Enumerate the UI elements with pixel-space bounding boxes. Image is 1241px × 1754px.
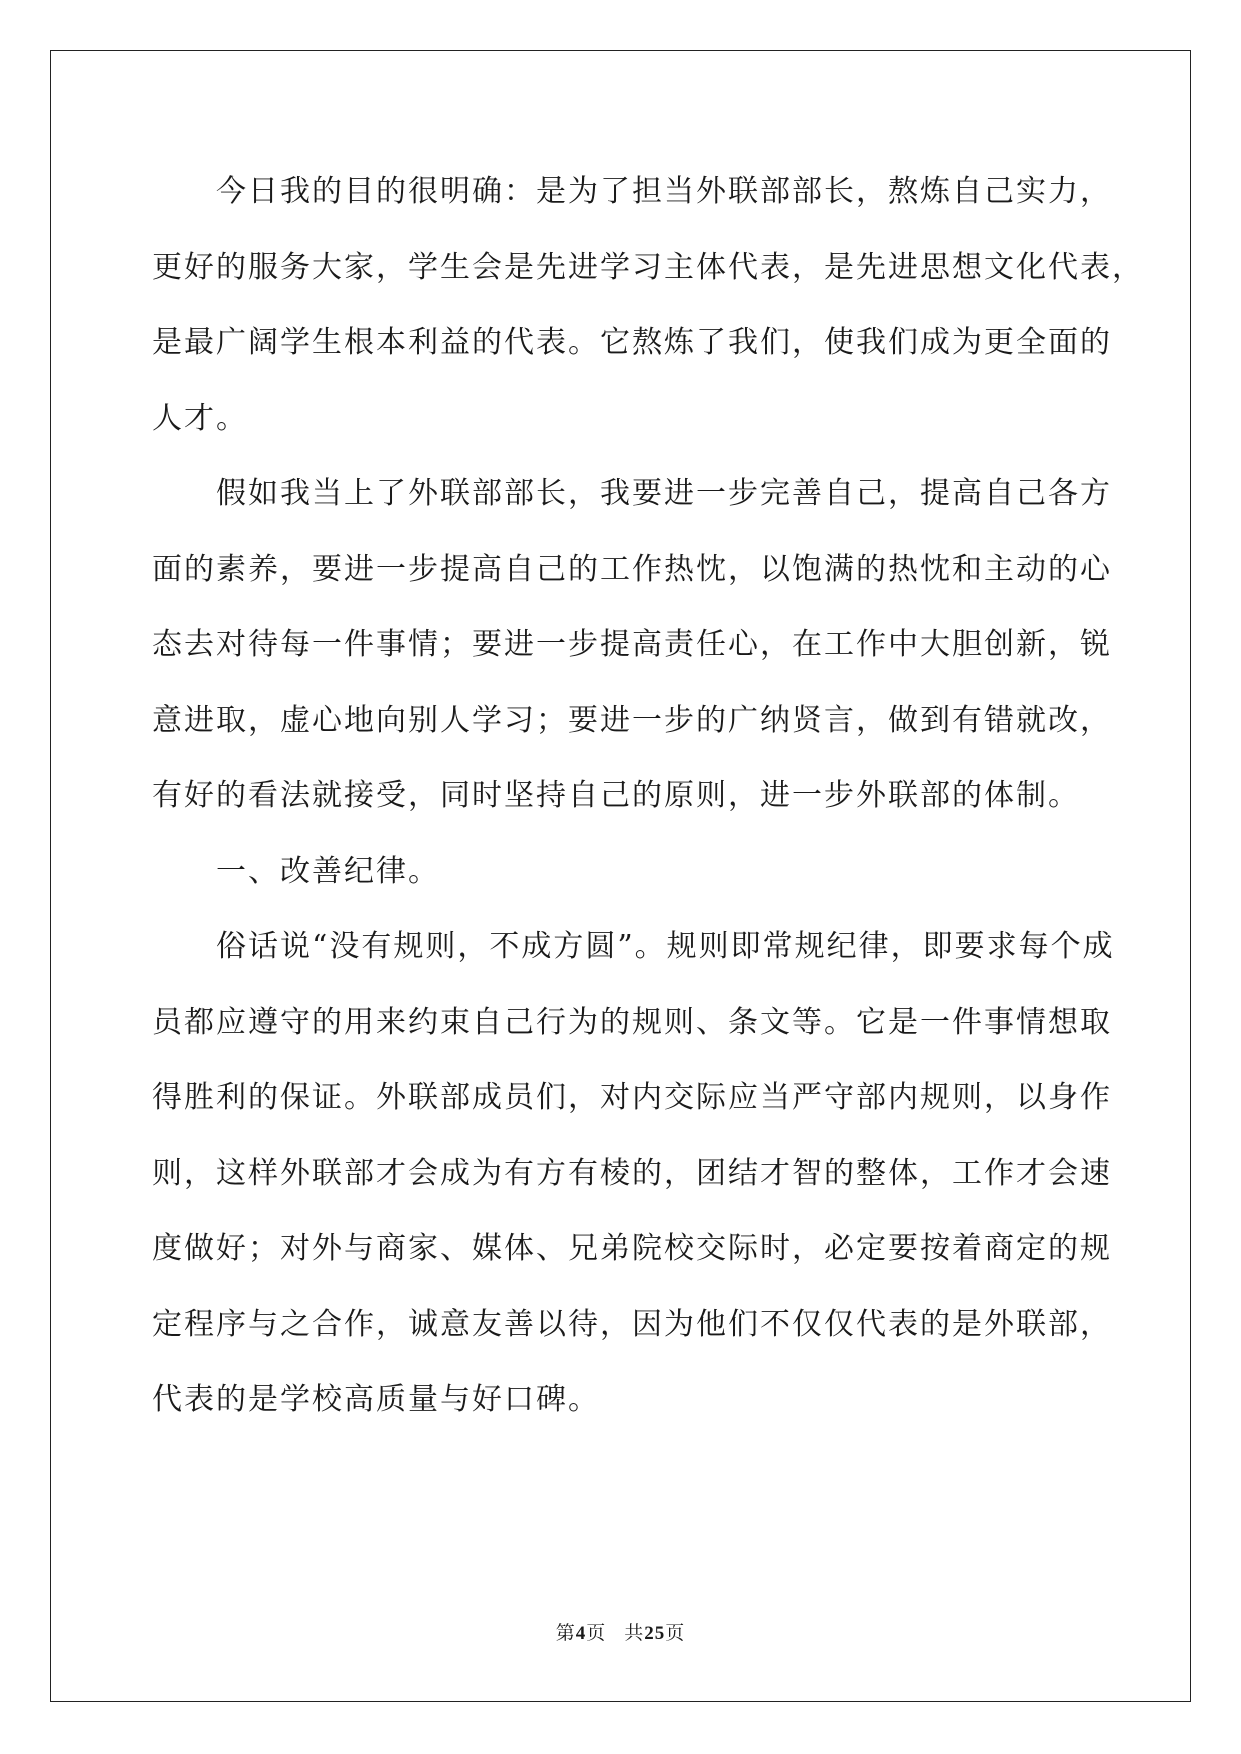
page-suffix: 页: [586, 1622, 607, 1644]
paragraph-4-line-1: 俗话说“没有规则，不成方圆”。规则即常规纪律，即要求每个成: [216, 929, 1115, 964]
paragraph-1-line-2: 更好的服务大家，学生会是先进学习主体代表，是先进思想文化代表，: [152, 249, 1144, 285]
total-prefix: 共: [624, 1622, 645, 1644]
paragraph-4-line-2: 员都应遵守的用来约束自己行为的规则、条文等。它是一件事情想取: [152, 1004, 1112, 1040]
page-prefix: 第: [555, 1622, 576, 1644]
paragraph-2-line-1: 假如我当上了外联部部长，我要进一步完善自己，提高自己各方: [216, 476, 1112, 511]
paragraph-1-line-1: 今日我的目的很明确：是为了担当外联部部长，熬炼自己实力，: [216, 174, 1112, 209]
paragraph-2-line-3: 态去对待每一件事情；要进一步提高责任心，在工作中大胆创新，锐: [152, 627, 1112, 662]
paragraph-4-line-4: 则，这样外联部才会成为有方有棱的，团结才智的整体，工作才会速: [152, 1155, 1112, 1191]
paragraph-4-line-7: 代表的是学校高质量与好口碑。: [152, 1382, 600, 1417]
paragraph-4-line-6: 定程序与之合作，诚意友善以待，因为他们不仅仅代表的是外联部，: [152, 1306, 1112, 1342]
paragraph-4-line-5: 度做好；对外与商家、媒体、兄弟院校交际时，必定要按着商定的规: [152, 1231, 1112, 1266]
total-pages: 25: [644, 1623, 666, 1644]
page-number: 4: [575, 1623, 587, 1644]
paragraph-2-line-5: 有好的看法就接受，同时坚持自己的原则，进一步外联部的体制。: [152, 778, 1080, 813]
paragraph-1-line-4: 人才。: [152, 400, 248, 436]
page-footer: [0, 1618, 1241, 1645]
section-heading: 一、改善纪律。: [216, 853, 440, 889]
paragraph-2-line-4: 意进取，虚心地向别人学习；要进一步的广纳贤言，做到有错就改，: [152, 702, 1112, 738]
paragraph-4-line-3: 得胜利的保证。外联部成员们，对内交际应当严守部内规则，以身作: [152, 1080, 1112, 1115]
paragraph-1-line-3: 是最广阔学生根本利益的代表。它熬炼了我们，使我们成为更全面的: [152, 325, 1112, 360]
total-suffix: 页: [665, 1622, 686, 1644]
document-body: [152, 162, 1144, 1446]
paragraph-2-line-2: 面的素养，要进一步提高自己的工作热忱，以饱满的热忱和主动的心: [152, 551, 1112, 587]
